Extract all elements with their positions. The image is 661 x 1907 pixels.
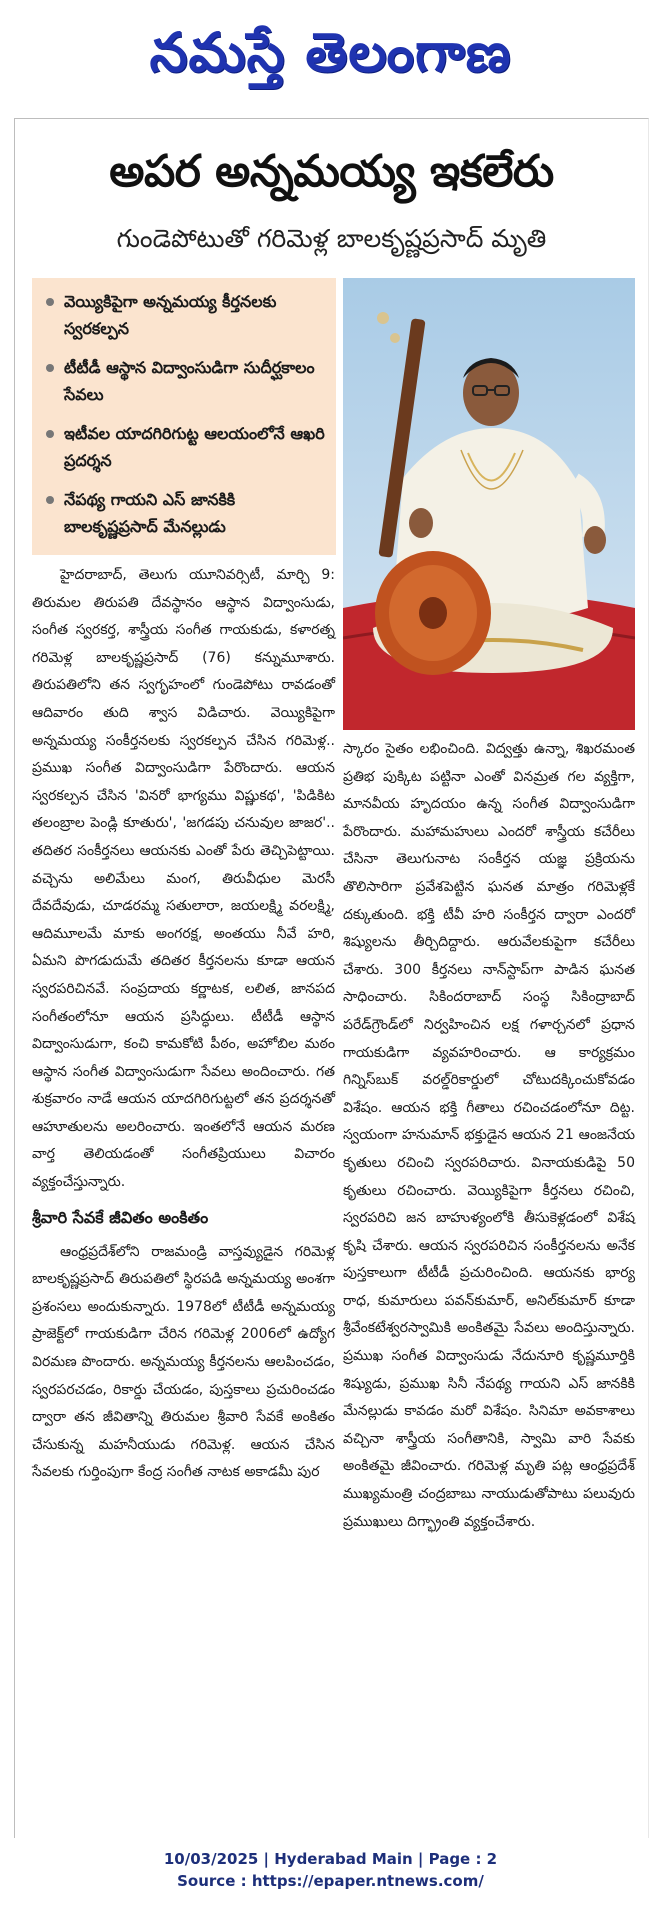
highlight-text: నేపథ్య గాయని ఎస్ జానకికి బాలకృష్ణప్రసాద్ మేనల్లుడు	[64, 490, 236, 536]
article-paragraph: స్కారం సైతం లభించింది. విద్వత్తు ఉన్నా, శిఖరమంత ప్రతిభ పుక్కిట పట్టినా ఎంతో వినమ్రత గల వ్యక్తిగా, మానవీయ హృదయం ఉన్న సంగీత విద్వాంసుడిగా పేరొందారు. మహామహులు ఎందరో శాస్త్రీయ కచేరీలు చేసినా తెలుగునాట సంకీర్తన యజ్ఞ ప్రక్రియను తొలిసారిగా ప్రవేశపెట్టిన ఘనత మాత్రం గరిమెళ్లకే దక్కుతుంది. భక్తి టీవీ హరి సంకీర్తన ద్వారా ఎందరో శిష్యులను తీర్చిదిద్దారు. ఆరువేలకుపైగా కచేరీలు చేశారు. 300 కీర్తనలు నాన్‌స్టాప్‌గా పాడిన ఘనత సాధించారు. సికిందరాబాద్ సంస్థ సికింద్రాబాద్ పరేడ్‌గ్రౌండ్‌లో నిర్వహించిన లక్ష గళార్చనలో ప్రధాన గాయకుడిగా వ్యవహరించారు. ఆ కార్యక్రమం గిన్నిస్‌బుక్ వరల్డ్‌రికార్డులో చోటుదక్కించుకోవడం విశేషం. ఆయన భక్తి గీతాలు రచించడంలోనూ దిట్ట. స్వయంగా హనుమాన్ భక్తుడైన ఆయన 21 ఆంజనేయ కృతులు రచించి స్వరపరిచారు. వినాయకుడిపై 50 కృతులు రచించారు. వెయ్యికిపైగా కీర్తనలు రచించి, స్వరపరిచి జన బాహుళ్యంలోకి తీసుకెళ్లడంలో విశేష కృషి చేశారు. ఆయన స్వరపరిచిన సంకీర్తనలను అనేక పుస్తకాలుగా టీటీడీ ప్రచురించింది. ఆయనకు భార్య రాధ, కుమారులు పవన్‌కుమార్, అనిల్‌కుమార్ కూడా శ్రీవేంకటేశ్వరస్వామికి అంకితమై సేవలు అందిస్తున్నారు. ప్రముఖ సంగీత విద్వాంసుడు నేదునూరి కృష్ణమూర్తికి శిష్యుడు, ప్రముఖ సినీ నేపథ్య గాయని ఎస్ జానకికి మేనల్లుడు కావడం మరో విశేషం. సినిమా అవకాశాలు వచ్చినా శాస్త్రీయ సంగీతానికి, స్వామి వారి సేవకు అంకితమై జీవించారు. గరిమెళ్ల మృతి పట్ల ఆంధ్రప్రదేశ్ ముఖ్యమంత్రి చంద్రబాబు నాయుడుతోపాటు పలువురు ప్రముఖులు దిగ్భ్రాంతి వ్యక్తంచేశారు.	[343, 741, 635, 1530]
highlight-text: ఇటీవల యాదగిరిగుట్ట ఆలయంలోనే ఆఖరి ప్రదర్శన	[64, 424, 325, 470]
musician-with-tanpura-illustration	[343, 278, 635, 730]
newspaper-logo: నమస్తే తెలంగాణ	[149, 20, 512, 84]
masthead	[0, 0, 661, 104]
bullet-icon	[46, 298, 54, 306]
section-subheading: శ్రీవారి సేవకే జీవితం అంకితం	[32, 1207, 209, 1227]
bullet-icon	[46, 496, 54, 504]
portrait-photo	[343, 278, 635, 730]
footer-date-edition: 10/03/2025 | Hyderabad Main | Page : 2	[163, 1850, 498, 1868]
article-paragraph: హైదరాబాద్, తెలుగు యూనివర్సిటీ, మార్చి 9: తిరుమల తిరుపతి దేవస్థానం ఆస్థాన విద్వాంసుడు, సంగీత స్వరకర్త, శాస్త్రీయ సంగీత గాయకుడు, కళారత్న గరిమెళ్ల బాలకృష్ణప్రసాద్ (76) కన్నుమూశారు. తిరుపతిలోని తన స్వగృహంలో గుండెపోటు రావడంతో ఆదివారం తుది శ్వాస విడిచారు. వెయ్యికిపైగా అన్నమయ్య సంకీర్తనలకు స్వరకల్పన చేసిన గరిమెళ్ల.. ప్రముఖ సంగీత విద్వాంసుడిగా పేరొందారు. ఆయన స్వరకల్పన చేసిన 'వినరో భాగ్యము విష్ణుకథ', 'పిడికిట తలంబ్రాల పెండ్లి కూతురు', 'జగడపు చనువుల జాజర'.. తదితర సంకీర్తనలు ఆయనకు ఎంతో పేరు తెచ్చిపెట్టాయి. వచ్చెను అలిమేలు మంగ, తిరువీధుల మెరసీ దేవదేవుడు, చూడరమ్మ సతులారా, జయలక్ష్మి వరలక్ష్మి, ఆదిమూలమే మాకు అంగరక్ష, అంతయు నీవే హరి, ఏమని పొగడుదుమే తదితర కీర్తనలను కూడా ఆయన స్వరపరిచినవే. సంప్రదాయ కర్ణాటక, లలిత, జానపద సంగీతంలోనూ ఆయన ప్రసిద్ధులు. టీటీడీ ఆస్థాన విద్వాంసుడుగా, కంచి కామకోటి పీఠం, అహోబిల మఠం ఆస్థాన సంగీత విద్వాంసుడుగా సేవలు అందించారు. గత శుక్రవారం నాడే ఆయన యాదగిరిగుట్టలో తన ప్రదర్శనతో ఆహూతులను అలరించారు. ఇంతలోనే ఆయన మరణ వార్త తెలియడంతో సంగీతప్రియులు విచారం వ్యక్తంచేస్తున్నారు.	[32, 567, 335, 1191]
page-footer	[0, 1848, 661, 1892]
footer-source-link[interactable]: Source : https://epaper.ntnews.com/	[177, 1872, 484, 1890]
highlight-item	[46, 420, 326, 474]
highlight-item	[46, 288, 326, 342]
highlight-text: వెయ్యికిపైగా అన్నమయ్య కీర్తనలకు స్వరకల్పన	[64, 292, 277, 338]
article-subheadline: గుండెపోటుతో గరిమెళ్ల బాలకృష్ణప్రసాద్ మృతి	[116, 224, 547, 253]
highlight-item	[46, 354, 326, 408]
article-paragraph: ఆంధ్రప్రదేశ్‌లోని రాజమండ్రి వాస్తవ్యుడైన గరిమెళ్ల బాలకృష్ణప్రసాద్ తిరుపతిలో స్థిరపడి అన్నమయ్య అంశగా ప్రశంసలు అందుకున్నారు. 1978లో టీటీడీ అన్నమయ్య ప్రాజెక్ట్‌లో గాయకుడిగా చేరిన గరిమెళ్ల 2006లో ఉద్యోగ విరమణ పొందారు. అన్నమయ్య కీర్తనలను ఆలపించడం, స్వరపరచడం, రికార్డు చేయడం, పుస్తకాలు ప్రచురించడం ద్వారా తన జీవితాన్ని తిరుమల శ్రీవారి సేవకే అంకితం చేసుకున్న మహనీయుడు గరిమెళ్ల. ఆయన చేసిన సేవలకు గుర్తింపుగా కేంద్ర సంగీత నాటక అకాడమీ పుర	[32, 1243, 335, 1481]
highlight-text: టీటీడీ ఆస్థాన విద్వాంసుడిగా సుదీర్ఘకాలం సేవలు	[64, 358, 315, 404]
article-column-right	[343, 736, 635, 1816]
bullet-icon	[46, 364, 54, 372]
article-column-left	[32, 562, 335, 1822]
article-headline: అపర అన్నమయ్య ఇకలేరు	[109, 146, 554, 197]
bullet-icon	[46, 430, 54, 438]
highlight-item	[46, 486, 326, 540]
highlights-box	[32, 278, 336, 555]
